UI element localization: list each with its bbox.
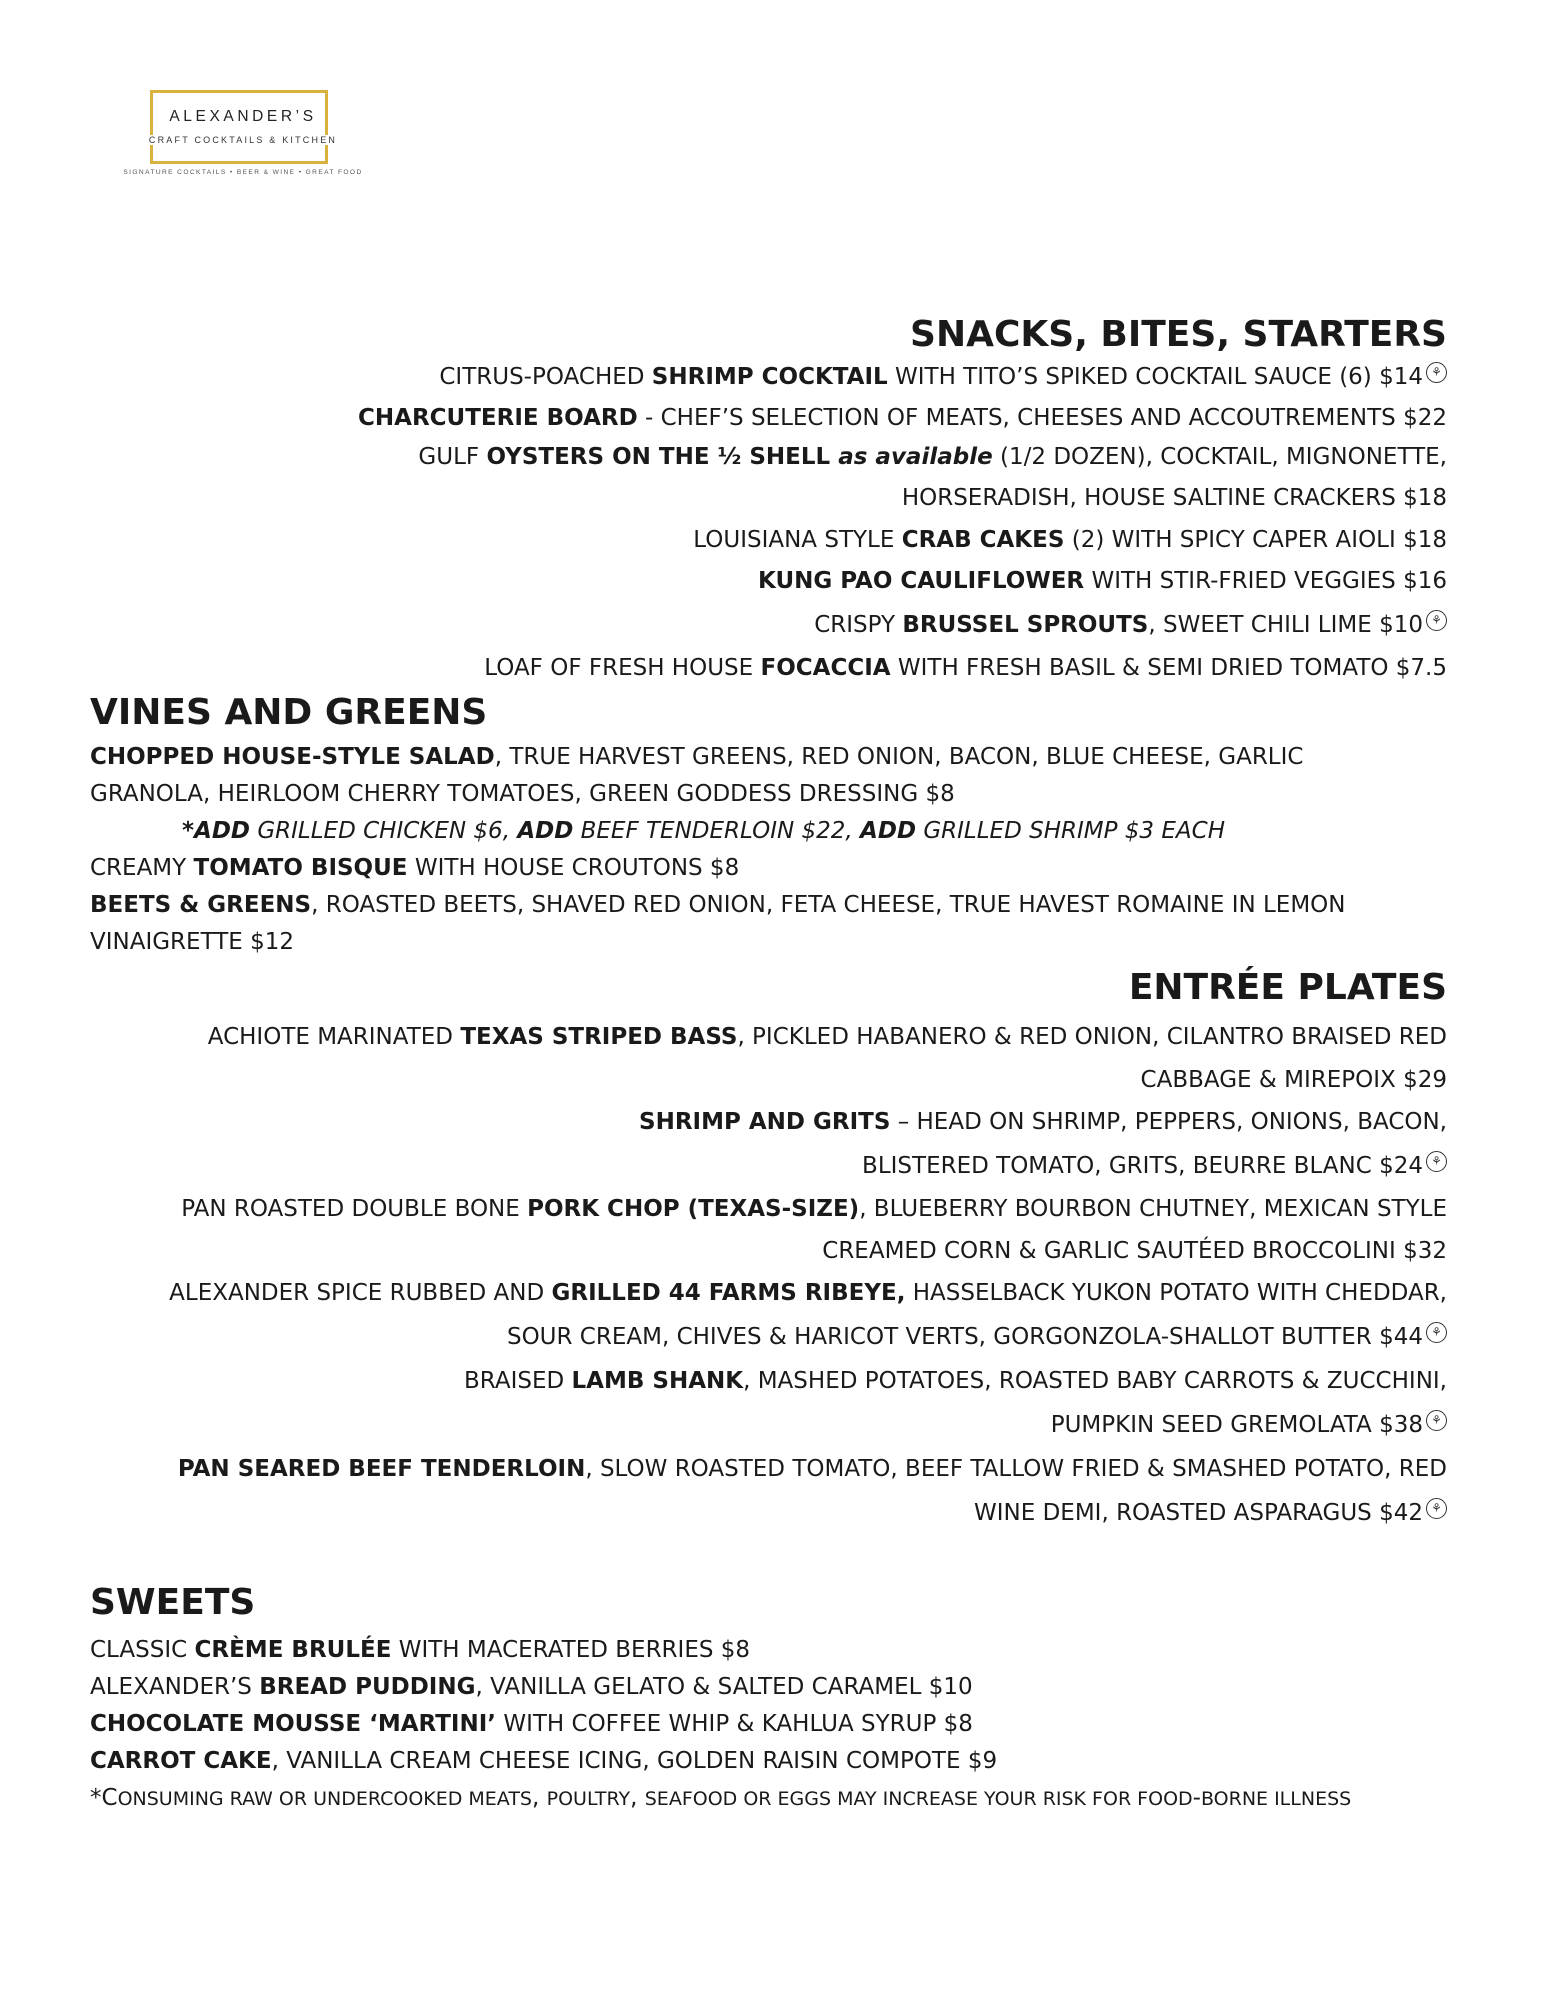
gluten-free-icon: ⚘ <box>1426 1410 1447 1431</box>
addon-text: BEEF TENDERLOIN $22, <box>573 818 861 844</box>
item-text: ALEXANDER’S <box>90 1674 260 1700</box>
menu-item <box>90 1669 1447 1706</box>
item-text: ALEXANDER SPICE RUBBED AND <box>169 1280 552 1306</box>
item-text: LOAF OF FRESH HOUSE <box>484 655 761 681</box>
item-text: WITH MACERATED BERRIES $8 <box>391 1637 751 1663</box>
item-text: PUMPKIN SEED GREMOLATA $38 <box>1050 1412 1423 1438</box>
item-text: WITH COFFEE WHIP & KAHLUA SYRUP $8 <box>496 1711 973 1737</box>
item-name: TEXAS STRIPED BASS <box>460 1024 738 1050</box>
item-name: OYSTERS ON THE ½ SHELL <box>486 444 839 470</box>
item-text: , ROASTED BEETS, SHAVED RED ONION, FETA CHEESE, TRUE HAVEST ROMAINE IN LEMON <box>311 892 1346 918</box>
item-text: WITH FRESH BASIL & SEMI DRIED TOMATO $7.5 <box>890 655 1447 681</box>
menu-item-continued: CABBAGE & MIREPOIX $29 <box>1140 1067 1447 1093</box>
section-heading: ENTRÉE PLATES <box>1128 967 1447 1008</box>
menu-item-continued <box>90 1314 1447 1360</box>
item-text: WITH HOUSE CROUTONS $8 <box>407 855 740 881</box>
item-text: WINE DEMI, ROASTED ASPARAGUS $42 <box>974 1500 1423 1526</box>
menu-item <box>90 1360 1447 1402</box>
item-name: PORK CHOP (TEXAS-SIZE) <box>527 1196 860 1222</box>
disclaimer-text: BORNE ILLNESS <box>1200 1788 1352 1810</box>
item-text: WITH STIR-FRIED VEGGIES $16 <box>1084 568 1447 594</box>
item-text: , TRUE HARVEST GREENS, RED ONION, BACON, BLUE CHEESE, GARLIC <box>494 744 1304 770</box>
item-name: CHOCOLATE MOUSSE ‘MARTINI’ <box>90 1711 497 1737</box>
logo-tagline: SIGNATURE COCKTAILS • BEER & WINE • GREAT FOOD <box>123 169 363 176</box>
menu-item-continued: HORSERADISH, HOUSE SALTINE CRACKERS $18 <box>901 485 1447 511</box>
menu-item <box>90 1273 1447 1314</box>
item-name: CHOPPED HOUSE-STYLE SALAD <box>90 744 495 770</box>
food-safety-disclaimer <box>90 1780 1447 1818</box>
item-text: CITRUS-POACHED <box>439 364 652 390</box>
item-name: BREAD PUDDING <box>259 1674 476 1700</box>
gluten-free-icon: ⚘ <box>1426 610 1447 631</box>
menu-item <box>90 1743 1447 1780</box>
item-text: , PICKLED HABANERO & RED ONION, CILANTRO BRAISED RED <box>737 1024 1447 1050</box>
gluten-free-icon: ⚘ <box>1426 1151 1447 1172</box>
item-name: SHRIMP AND GRITS <box>639 1109 891 1135</box>
section-entree-plates <box>90 961 1447 1536</box>
item-name: LAMB SHANK <box>571 1368 744 1394</box>
item-name: CRÈME BRULÉE <box>194 1637 392 1663</box>
item-name: SHRIMP COCKTAIL <box>651 364 888 390</box>
menu-item <box>90 437 1447 478</box>
section-heading: SNACKS, BITES, STARTERS <box>910 314 1447 355</box>
disclaimer-text: , <box>532 1785 547 1811</box>
item-text: – HEAD ON SHRIMP, PEPPERS, ONIONS, BACON, <box>890 1109 1447 1135</box>
item-text: CLASSIC <box>90 1637 195 1663</box>
item-name: FOCACCIA <box>760 655 891 681</box>
item-text: SOUR CREAM, CHIVES & HARICOT VERTS, GORGONZOLA-SHALLOT BUTTER $44 <box>506 1324 1423 1350</box>
disclaimer-text: SEAFOOD OR EGGS MAY INCREASE YOUR RISK FOR FOOD <box>644 1788 1193 1810</box>
section-sweets <box>90 1578 1447 1818</box>
disclaimer-text: - <box>1192 1785 1201 1811</box>
item-text: LOUISIANA STYLE <box>693 527 902 553</box>
item-name: CRAB CAKES <box>901 527 1065 553</box>
disclaimer-text: , <box>630 1785 645 1811</box>
menu-item <box>90 561 1447 601</box>
item-text: (1/2 DOZEN), COCKTAIL, MIGNONETTE, <box>992 444 1447 470</box>
addon-label: ADD <box>517 818 574 844</box>
menu-item <box>90 1706 1447 1743</box>
menu-item <box>90 519 1447 561</box>
menu-item <box>90 1632 1447 1669</box>
menu-item <box>90 1015 1447 1059</box>
item-text: , VANILLA CREAM CHEESE ICING, GOLDEN RAISIN COMPOTE $9 <box>271 1748 998 1774</box>
item-name: BRUSSEL SPROUTS <box>902 612 1149 638</box>
salad-addons <box>90 813 1447 850</box>
logo-subtitle <box>88 135 398 145</box>
menu-item <box>90 1448 1447 1490</box>
menu-item-continued <box>90 1402 1447 1448</box>
menu-item <box>90 1101 1447 1143</box>
item-text: , MASHED POTATOES, ROASTED BABY CARROTS & ZUCCHINI, <box>743 1368 1447 1394</box>
item-name: PAN SEARED BEEF TENDERLOIN <box>177 1456 586 1482</box>
menu-item-continued <box>90 1143 1447 1189</box>
menu-item <box>90 399 1447 437</box>
logo-subtitle-text: CRAFT COCKTAILS & KITCHEN <box>145 135 341 145</box>
item-text: BRAISED <box>464 1368 572 1394</box>
gluten-free-icon: ⚘ <box>1426 362 1447 383</box>
item-text: (2) WITH SPICY CAPER AIOLI $18 <box>1064 527 1447 553</box>
section-snacks <box>90 313 1447 687</box>
menu-item <box>90 649 1447 687</box>
section-vines-and-greens <box>90 687 1447 961</box>
item-text: PAN ROASTED DOUBLE BONE <box>181 1196 528 1222</box>
item-name: BEETS & GREENS <box>90 892 312 918</box>
logo-frame <box>150 90 328 164</box>
item-text: , BLUEBERRY BOURBON CHUTNEY, MEXICAN STYLE <box>859 1196 1447 1222</box>
gluten-free-icon: ⚘ <box>1426 1322 1447 1343</box>
item-name: GRILLED 44 FARMS RIBEYE, <box>551 1280 906 1306</box>
item-text: , SLOW ROASTED TOMATO, BEEF TALLOW FRIED & SMASHED POTATO, RED <box>585 1456 1447 1482</box>
item-name: CARROT CAKE <box>90 1748 272 1774</box>
item-text: HASSELBACK YUKON POTATO WITH CHEDDAR, <box>905 1280 1447 1306</box>
item-text: WITH TITO’S SPIKED COCKTAIL SAUCE (6) $14 <box>887 364 1423 390</box>
addon-label: ADD <box>860 818 917 844</box>
gluten-free-icon: ⚘ <box>1426 1498 1447 1519</box>
disclaimer-text: * <box>90 1785 102 1811</box>
item-text: - CHEF’S SELECTION OF MEATS, CHEESES AND ACCOUTREMENTS $22 <box>637 405 1447 431</box>
logo-name: ALEXANDER’S <box>169 108 317 125</box>
menu-item <box>90 355 1447 399</box>
restaurant-logo <box>88 90 398 180</box>
menu-item <box>90 887 1447 924</box>
addon-label: *ADD <box>182 818 251 844</box>
menu-item-continued <box>90 1490 1447 1536</box>
item-text: CREAMY <box>90 855 194 881</box>
menu-item-continued: CREAMED CORN & GARLIC SAUTÉED BROCCOLINI $32 <box>822 1238 1447 1264</box>
addon-text: GRILLED CHICKEN $6, <box>250 818 518 844</box>
item-text: , SWEET CHILI LIME $10 <box>1148 612 1423 638</box>
menu-item-continued: VINAIGRETTE $12 <box>90 929 295 955</box>
disclaimer-text: ONSUMING RAW OR UNDERCOOKED MEATS <box>117 1788 532 1810</box>
disclaimer-text: POULTRY <box>546 1788 631 1810</box>
menu-item <box>90 601 1447 649</box>
item-text: BLISTERED TOMATO, GRITS, BEURRE BLANC $24 <box>862 1153 1423 1179</box>
menu-item <box>90 850 1447 887</box>
item-text: , VANILLA GELATO & SALTED CARAMEL $10 <box>475 1674 973 1700</box>
menu-item <box>90 739 1447 776</box>
menu <box>90 313 1447 1818</box>
addon-text: GRILLED SHRIMP $3 EACH <box>916 818 1225 844</box>
menu-item <box>90 1189 1447 1230</box>
item-text: CRISPY <box>814 612 903 638</box>
item-text: GULF <box>418 444 487 470</box>
item-name: KUNG PAO CAULIFLOWER <box>758 568 1085 594</box>
section-heading: SWEETS <box>90 1582 256 1623</box>
disclaimer-text: C <box>101 1785 118 1811</box>
item-name: TOMATO BISQUE <box>193 855 408 881</box>
item-name: CHARCUTERIE BOARD <box>358 405 638 431</box>
section-heading: VINES AND GREENS <box>90 692 488 733</box>
item-note: as available <box>838 444 993 470</box>
item-text: ACHIOTE MARINATED <box>207 1024 461 1050</box>
menu-item-continued: GRANOLA, HEIRLOOM CHERRY TOMATOES, GREEN GODDESS DRESSING $8 <box>90 781 955 807</box>
